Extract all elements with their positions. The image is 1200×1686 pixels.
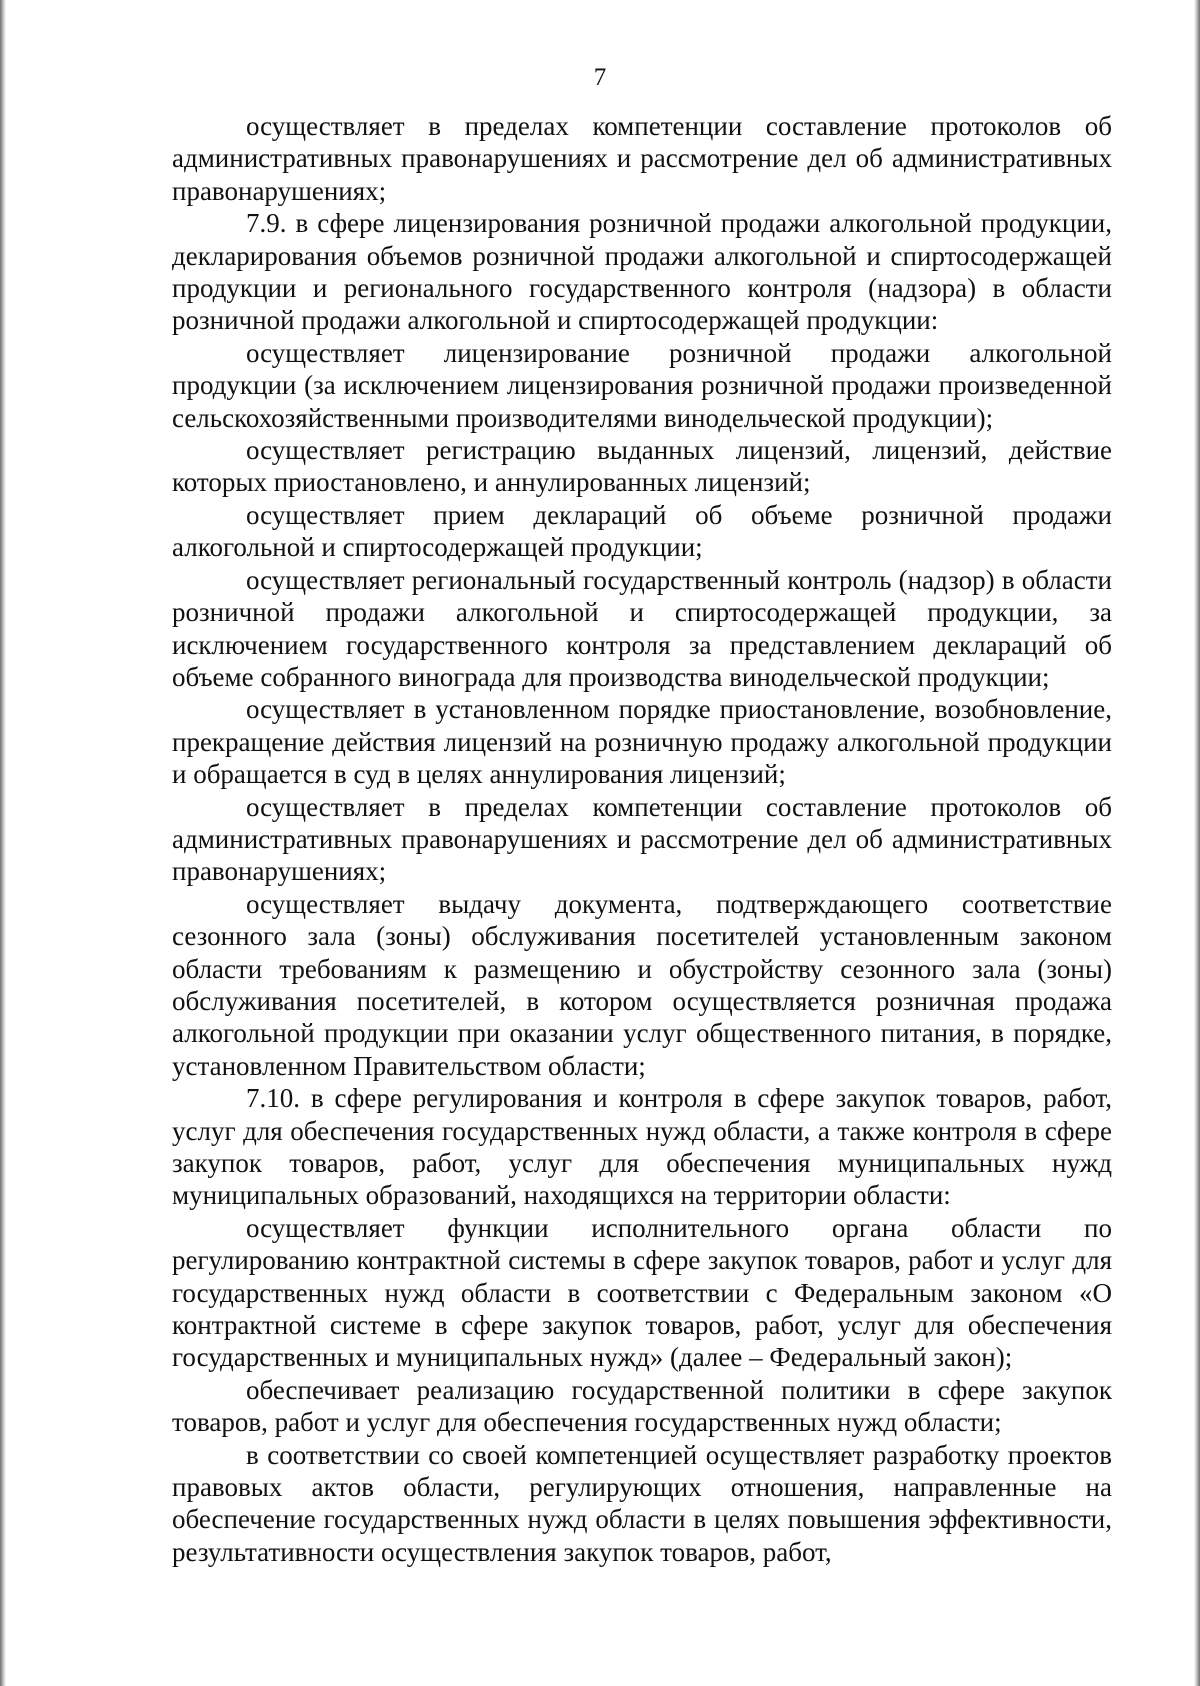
paragraph: 7.9. в сфере лицензирования розничной продажи алкогольной продукции, декларирования объемов розничной продажи алкогольной и спиртосодержащей продукции и регионального государственного контроля (надзора) в области розничной продажи алкогольной и спиртосодержащей продукции: bbox=[172, 208, 1112, 336]
paragraph: 7.10. в сфере регулирования и контроля в сфере закупок товаров, работ, услуг для обеспечения государственных нужд области, а также контроля в сфере закупок товаров, работ, услуг для обеспечения муниципальных нужд муниципальных образований, находящихся на территории области: bbox=[172, 1083, 1112, 1211]
paragraph: в соответствии со своей компетенцией осуществляет разработку проектов правовых актов области, регулирующих отношения, направленные на обеспечение государственных нужд области в целях повышения эффективности, результативности осуществления закупок товаров, работ, bbox=[172, 1439, 1112, 1567]
paragraph: осуществляет региональный государственный контроль (надзор) в области розничной продажи алкогольной и спиртосодержащей продукции, за исключением государственного контроля за представлением деклараций об объеме собранного винограда для производства винодельческой продукции; bbox=[172, 564, 1112, 692]
document-body bbox=[172, 110, 1112, 1568]
paragraph: осуществляет выдачу документа, подтверждающего соответствие сезонного зала (зоны) обслуживания посетителей установленным законом области требованиям к размещению и обустройству сезонного зала (зоны) обслуживания посетителей, в котором осуществляется розничная продажа алкогольной продукции при оказании услуг общественного питания, в порядке, установленном Правительством области; bbox=[172, 888, 1112, 1081]
paragraph: осуществляет в пределах компетенции составление протоколов об административных правонарушениях и рассмотрение дел об административных правонарушениях; bbox=[172, 111, 1112, 206]
paragraph: осуществляет прием деклараций об объеме розничной продажи алкогольной и спиртосодержащей продукции; bbox=[172, 499, 1112, 563]
scan-edge-right bbox=[1194, 0, 1200, 1686]
page-number: 7 bbox=[593, 64, 607, 91]
paragraph: осуществляет в пределах компетенции составление протоколов об административных правонарушениях и рассмотрение дел об административных правонарушениях; bbox=[172, 791, 1112, 887]
paragraph: осуществляет функции исполнительного органа области по регулированию контрактной системы в сфере закупок товаров, работ и услуг для государственных нужд области в соответствии с Федеральным законом «О контрактной системе в сфере закупок товаров, работ, услуг для обеспечения государственных и муниципальных нужд» (далее – Федеральный закон); bbox=[172, 1212, 1112, 1373]
scan-edge-left bbox=[0, 0, 6, 1686]
paragraph: осуществляет в установленном порядке приостановление, возобновление, прекращение действия лицензий на розничную продажу алкогольной продукции и обращается в суд в целях аннулирования лицензий; bbox=[172, 694, 1112, 790]
paragraph: осуществляет лицензирование розничной продажи алкогольной продукции (за исключением лицензирования розничной продажи произведенной сельскохозяйственными производителями винодельческой продукции); bbox=[172, 337, 1112, 433]
paragraph: обеспечивает реализацию государственной политики в сфере закупок товаров, работ и услуг для обеспечения государственных нужд области; bbox=[172, 1374, 1112, 1438]
paragraph: осуществляет регистрацию выданных лицензий, лицензий, действие которых приостановлено, и аннулированных лицензий; bbox=[172, 435, 1112, 498]
